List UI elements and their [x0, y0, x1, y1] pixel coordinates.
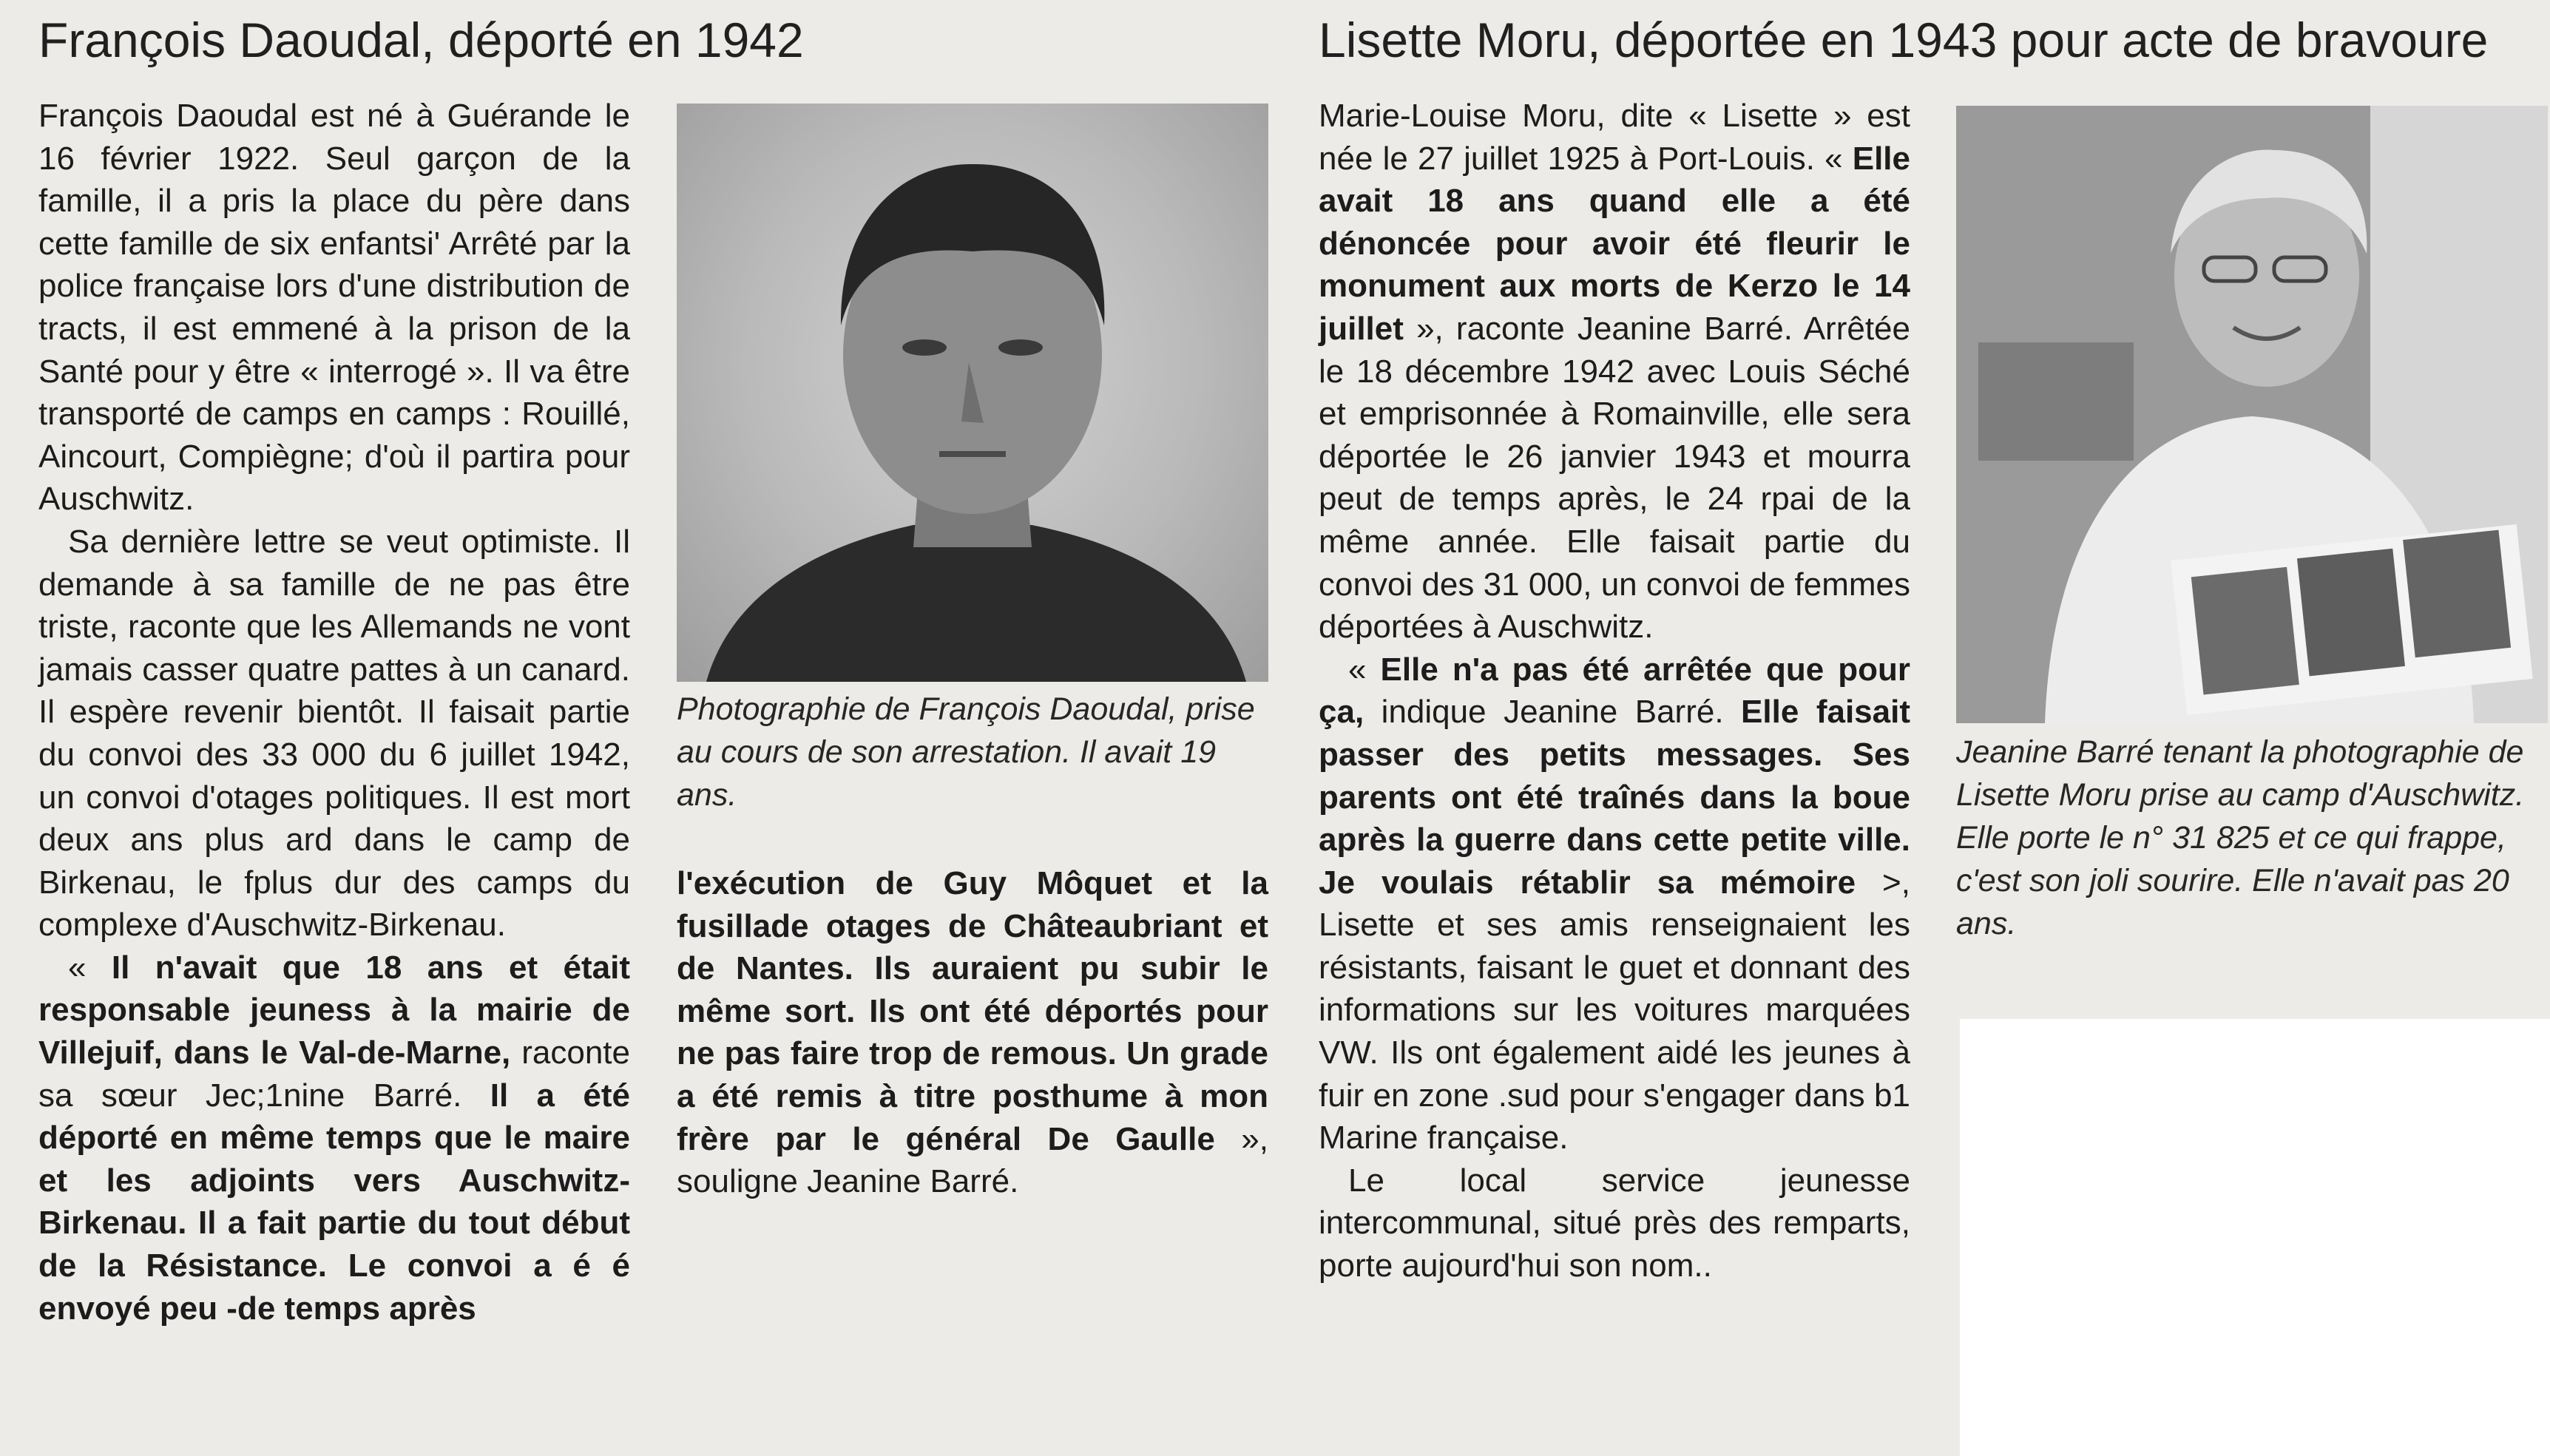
left-col1-paragraph-2: Sa dernière lettre se veut optimiste. Il demande à sa famille de ne pas être triste, raconte que les Allemands ne vont jamais casser quatre pattes à un canard. Il espère revenir bientôt. Il faisait partie du convoi des 33 000 du 6 juillet 1942, un convoi d'otages politiques. Il est mort deux ans plus ard dans le camp de Birkenau, le fplus dur des camps du complexe d'Auschwitz-Birkenau.: [38, 523, 630, 944]
p1-intro: Marie-Louise Moru, dite « Lisette » est née le 27 juillet 1925 à Port-Louis. «: [1319, 98, 1910, 177]
barre-photo: [1956, 106, 2548, 723]
right-paragraph-1: [1319, 95, 1910, 649]
quote-bold-1: Il n'avait que 18 ans et était responsable jeuness à la mairie de Villejuif, dans le Val-de-Marne,: [38, 949, 630, 1071]
right-column: [1319, 95, 1910, 1287]
barre-silhouette: [1956, 106, 2548, 723]
quote-open: «: [68, 949, 112, 986]
quote-bold-2: Il a été déporté en même temps que le maire et les adjoints vers Auschwitz-Birkenau. Il a fait partie du tout début de la Résistance. Le convoi a é é envoyé peu -de temps après: [38, 1077, 630, 1327]
left-col1-paragraph-3: [38, 947, 630, 1330]
p2-quote-bold-1: Elle n'a pas été arrêtée que pour ça,: [1319, 651, 1910, 731]
portrait-silhouette: [677, 104, 1268, 682]
p2-quote-open: «: [1348, 651, 1381, 688]
left-col1-paragraph-1: François Daoudal est né à Guérande le 16 février 1922. Seul garçon de la famille, il a pris la place du père dans cette famille de six enfantsi' Arrêté par la police française lors d'une distribution de tracts, il est emmené à la prison de la Santé pour y être « interrogé ». Il va être transporté de camps en camps : Rouillé, Aincourt, Compiègne; d'où il partira pour Auschwitz.: [38, 98, 630, 518]
p2-quote-bold-2: Elle faisait passer des petits messages. Ses parents ont été traînés dans la boue après la guerre dans cette petite ville. Je voulais rétablir sa mémoire: [1319, 694, 1910, 901]
barre-caption: Jeanine Barré tenant la photographie de Lisette Moru prise au camp d'Auschwitz. Elle porte le n° 31 825 et ce qui frappe, c'est son joli sourire. Elle n'avait pas 20 ans.: [1956, 734, 2525, 941]
portrait-photo: [677, 104, 1268, 682]
blank-area: [1960, 1019, 2550, 1456]
left-column-1: [38, 95, 630, 1330]
p1-tail: », raconte Jeanine Barré. Arrêtée le 18 décembre 1942 avec Louis Séché et emprisonnée à Romainville, elle sera déportée le 26 janvier 1943 et mourra peut de temps après, le 24 rpai de la même année. Elle faisait partie du convoi des 31 000, un convoi de femmes déportées à Auschwitz.: [1319, 310, 1910, 646]
col2-attribution: », souligne Jeanine Barré.: [677, 1120, 1268, 1200]
col2-quote-bold: l'exécution de Guy Môquet et la fusillade otages de Châteaubriant et de Nantes. Ils auraient pu subir le même sort. Ils ont été déportés pour ne pas faire trop de remous. Un grade a été remis à titre posthume à mon frère par le général De Gaulle: [677, 865, 1268, 1157]
p2-attribution: indique Jeanine Barré.: [1364, 694, 1742, 731]
p1-quote-bold: Elle avait 18 ans quand elle a été dénoncée pour avoir été fleurir le monument aux morts de Kerzo le 14 juillet: [1319, 140, 1910, 347]
left-column-2: [677, 862, 1268, 1203]
left-col2-paragraph: [677, 862, 1268, 1203]
right-paragraph-3: Le local service jeunesse intercommunal, situé près des remparts, porte aujourd'hui son nom..: [1319, 1162, 1910, 1284]
portrait-caption: Photographie de François Daoudal, prise au cours de son arrestation. Il avait 19 ans.: [677, 691, 1255, 813]
quote-attribution: raconte sa sœur Jec;1nine Barré.: [38, 1035, 630, 1114]
right-headline: Lisette Moru, déportée en 1943 pour acte de bravoure: [1319, 13, 2489, 67]
right-paragraph-2: [1319, 649, 1910, 1159]
left-headline: François Daoudal, déporté en 1942: [38, 13, 804, 67]
p2-tail: >, Lisette et ses amis renseignaient les résistants, faisant le guet et donnant des informations sur les voitures marquées VW. Ils ont également aidé les jeunes à fuir en zone .sud pour s'engager dans b1 Marine française.: [1319, 864, 1910, 1157]
